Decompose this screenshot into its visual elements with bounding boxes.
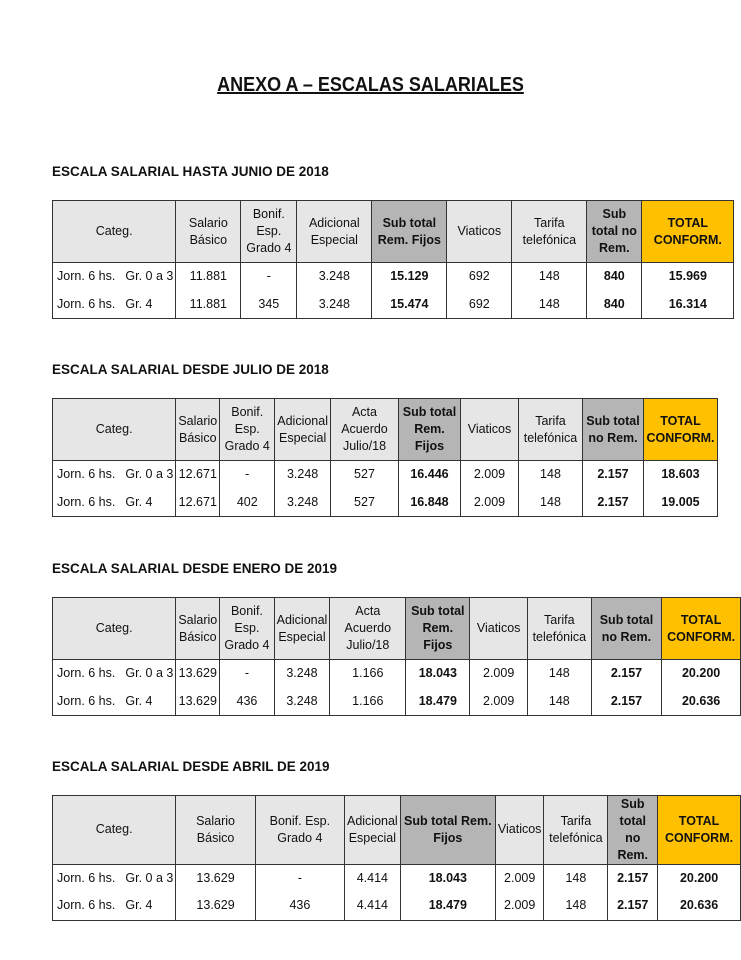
salary-table-jul-2018 bbox=[52, 398, 718, 517]
category-cell bbox=[53, 892, 176, 920]
value-cell: 436 bbox=[220, 688, 274, 716]
header-categ: Categ. bbox=[53, 598, 176, 660]
grade-label: Gr. 4 bbox=[125, 693, 153, 708]
value-cell: 3.248 bbox=[297, 263, 372, 291]
table-row bbox=[53, 291, 734, 319]
value-cell: 3.248 bbox=[297, 291, 372, 319]
value-cell: - bbox=[241, 263, 297, 291]
grade-label: Gr. 0 a 3 bbox=[125, 870, 174, 885]
category-label: Jorn. 6 hs. bbox=[57, 494, 116, 509]
category-label: Jorn. 6 hs. bbox=[57, 693, 116, 708]
value-cell: 18.603 bbox=[643, 461, 717, 489]
header-bonif: Bonif. Esp. Grado 4 bbox=[220, 598, 274, 660]
header-total: TOTAL CONFORM. bbox=[658, 796, 741, 865]
header-tarifa: Tarifa telefónica bbox=[518, 399, 582, 461]
header-adicional: Adicional Especial bbox=[275, 399, 331, 461]
grade-label: Gr. 4 bbox=[125, 898, 153, 913]
value-cell: 2.157 bbox=[608, 892, 658, 920]
value-cell: 148 bbox=[544, 864, 608, 892]
value-cell: 13.629 bbox=[176, 892, 255, 920]
header-subtotal-no-rem: Sub total no Rem. bbox=[587, 201, 642, 263]
value-cell: 2.157 bbox=[582, 461, 643, 489]
value-cell: 2.009 bbox=[460, 461, 518, 489]
value-cell: 2.157 bbox=[591, 688, 662, 716]
category-label: Jorn. 6 hs. bbox=[57, 898, 116, 913]
value-cell: - bbox=[220, 660, 274, 688]
value-cell: 4.414 bbox=[344, 892, 400, 920]
value-cell: 2.009 bbox=[470, 660, 528, 688]
table-row bbox=[53, 660, 741, 688]
category-cell bbox=[53, 263, 176, 291]
value-cell: 19.005 bbox=[643, 489, 717, 517]
value-cell: 2.009 bbox=[470, 688, 528, 716]
value-cell: 11.881 bbox=[176, 263, 241, 291]
header-bonif: Bonif. Esp. Grado 4 bbox=[220, 399, 275, 461]
header-salario-basico: Salario Básico bbox=[176, 796, 255, 865]
value-cell: 15.969 bbox=[642, 263, 734, 291]
grade-label: Gr. 0 a 3 bbox=[125, 269, 174, 284]
value-cell: 16.314 bbox=[642, 291, 734, 319]
value-cell: 2.009 bbox=[495, 892, 544, 920]
value-cell: 692 bbox=[447, 263, 512, 291]
category-cell bbox=[53, 660, 176, 688]
value-cell: 2.009 bbox=[460, 489, 518, 517]
header-subtotal-no-rem: Sub total no Rem. bbox=[608, 796, 658, 865]
value-cell: 4.414 bbox=[344, 864, 400, 892]
header-viaticos: Viaticos bbox=[470, 598, 528, 660]
value-cell: 148 bbox=[518, 461, 582, 489]
header-acta-acuerdo: Acta Acuerdo Julio/18 bbox=[330, 399, 398, 461]
value-cell: 527 bbox=[330, 489, 398, 517]
category-label: Jorn. 6 hs. bbox=[57, 296, 116, 311]
grade-label: Gr. 4 bbox=[125, 494, 153, 509]
header-total: TOTAL CONFORM. bbox=[642, 201, 734, 263]
value-cell: 2.157 bbox=[608, 864, 658, 892]
salary-table-abr-2019 bbox=[52, 795, 741, 921]
header-total: TOTAL CONFORM. bbox=[643, 399, 717, 461]
header-adicional: Adicional Especial bbox=[297, 201, 372, 263]
header-viaticos: Viaticos bbox=[460, 399, 518, 461]
header-tarifa: Tarifa telefónica bbox=[527, 598, 591, 660]
value-cell: 18.043 bbox=[400, 864, 495, 892]
header-viaticos: Viaticos bbox=[447, 201, 512, 263]
value-cell: 12.671 bbox=[176, 489, 220, 517]
value-cell: 11.881 bbox=[176, 291, 241, 319]
value-cell: 436 bbox=[255, 892, 344, 920]
value-cell: - bbox=[220, 461, 275, 489]
header-categ: Categ. bbox=[53, 796, 176, 865]
value-cell: 1.166 bbox=[330, 688, 406, 716]
value-cell: 2.157 bbox=[591, 660, 662, 688]
category-cell bbox=[53, 461, 176, 489]
value-cell: 1.166 bbox=[330, 660, 406, 688]
value-cell: 16.446 bbox=[398, 461, 460, 489]
value-cell: 148 bbox=[527, 660, 591, 688]
value-cell: 345 bbox=[241, 291, 297, 319]
table-row bbox=[53, 864, 741, 892]
header-salario-basico: Salario Básico bbox=[176, 201, 241, 263]
value-cell: 2.157 bbox=[582, 489, 643, 517]
header-subtotal-fijos: Sub total Rem. Fijos bbox=[400, 796, 495, 865]
header-total: TOTAL CONFORM. bbox=[662, 598, 741, 660]
value-cell: 148 bbox=[527, 688, 591, 716]
value-cell: 840 bbox=[587, 263, 642, 291]
value-cell: 148 bbox=[512, 263, 587, 291]
header-tarifa: Tarifa telefónica bbox=[544, 796, 608, 865]
category-cell bbox=[53, 864, 176, 892]
header-adicional: Adicional Especial bbox=[344, 796, 400, 865]
header-acta-acuerdo: Acta Acuerdo Julio/18 bbox=[330, 598, 406, 660]
table-row bbox=[53, 489, 718, 517]
value-cell: 18.043 bbox=[406, 660, 470, 688]
header-subtotal-no-rem: Sub total no Rem. bbox=[591, 598, 662, 660]
value-cell: 12.671 bbox=[176, 461, 220, 489]
grade-label: Gr. 0 a 3 bbox=[125, 467, 174, 482]
header-salario-basico: Salario Básico bbox=[176, 399, 220, 461]
header-subtotal-fijos: Sub total Rem. Fijos bbox=[406, 598, 470, 660]
table-row bbox=[53, 461, 718, 489]
header-subtotal-fijos: Sub total Rem. Fijos bbox=[372, 201, 447, 263]
header-bonif: Bonif. Esp. Grado 4 bbox=[255, 796, 344, 865]
value-cell: 148 bbox=[518, 489, 582, 517]
page-title: ANEXO A – ESCALAS SALARIALES bbox=[217, 74, 524, 96]
value-cell: - bbox=[255, 864, 344, 892]
value-cell: 13.629 bbox=[176, 660, 220, 688]
value-cell: 402 bbox=[220, 489, 275, 517]
value-cell: 20.636 bbox=[662, 688, 741, 716]
value-cell: 527 bbox=[330, 461, 398, 489]
header-salario-basico: Salario Básico bbox=[176, 598, 220, 660]
value-cell: 13.629 bbox=[176, 864, 255, 892]
header-categ: Categ. bbox=[53, 399, 176, 461]
header-subtotal-fijos: Sub total Rem. Fijos bbox=[398, 399, 460, 461]
category-label: Jorn. 6 hs. bbox=[57, 870, 116, 885]
value-cell: 20.636 bbox=[658, 892, 741, 920]
header-subtotal-no-rem: Sub total no Rem. bbox=[582, 399, 643, 461]
value-cell: 3.248 bbox=[274, 688, 330, 716]
section-title: ESCALA SALARIAL DESDE JULIO DE 2018 bbox=[52, 362, 329, 377]
value-cell: 148 bbox=[544, 892, 608, 920]
value-cell: 15.129 bbox=[372, 263, 447, 291]
section-title: ESCALA SALARIAL DESDE ABRIL DE 2019 bbox=[52, 759, 330, 774]
value-cell: 3.248 bbox=[274, 660, 330, 688]
salary-table-ene-2019 bbox=[52, 597, 741, 716]
category-label: Jorn. 6 hs. bbox=[57, 467, 116, 482]
value-cell: 18.479 bbox=[400, 892, 495, 920]
value-cell: 16.848 bbox=[398, 489, 460, 517]
header-adicional: Adicional Especial bbox=[274, 598, 330, 660]
category-cell bbox=[53, 291, 176, 319]
value-cell: 3.248 bbox=[275, 489, 331, 517]
header-viaticos: Viaticos bbox=[495, 796, 544, 865]
grade-label: Gr. 4 bbox=[125, 296, 153, 311]
header-tarifa: Tarifa telefónica bbox=[512, 201, 587, 263]
section-title: ESCALA SALARIAL HASTA JUNIO DE 2018 bbox=[52, 164, 329, 179]
category-label: Jorn. 6 hs. bbox=[57, 666, 116, 681]
table-row bbox=[53, 688, 741, 716]
category-cell bbox=[53, 489, 176, 517]
grade-label: Gr. 0 a 3 bbox=[125, 666, 174, 681]
table-row bbox=[53, 892, 741, 920]
table-row bbox=[53, 263, 734, 291]
category-cell bbox=[53, 688, 176, 716]
header-categ: Categ. bbox=[53, 201, 176, 263]
category-label: Jorn. 6 hs. bbox=[57, 269, 116, 284]
value-cell: 18.479 bbox=[406, 688, 470, 716]
value-cell: 20.200 bbox=[662, 660, 741, 688]
salary-table-jun-2018 bbox=[52, 200, 734, 319]
value-cell: 148 bbox=[512, 291, 587, 319]
section-title: ESCALA SALARIAL DESDE ENERO DE 2019 bbox=[52, 561, 338, 576]
value-cell: 3.248 bbox=[275, 461, 331, 489]
value-cell: 20.200 bbox=[658, 864, 741, 892]
value-cell: 2.009 bbox=[495, 864, 544, 892]
header-bonif: Bonif. Esp. Grado 4 bbox=[241, 201, 297, 263]
value-cell: 692 bbox=[447, 291, 512, 319]
value-cell: 15.474 bbox=[372, 291, 447, 319]
value-cell: 840 bbox=[587, 291, 642, 319]
value-cell: 13.629 bbox=[176, 688, 220, 716]
